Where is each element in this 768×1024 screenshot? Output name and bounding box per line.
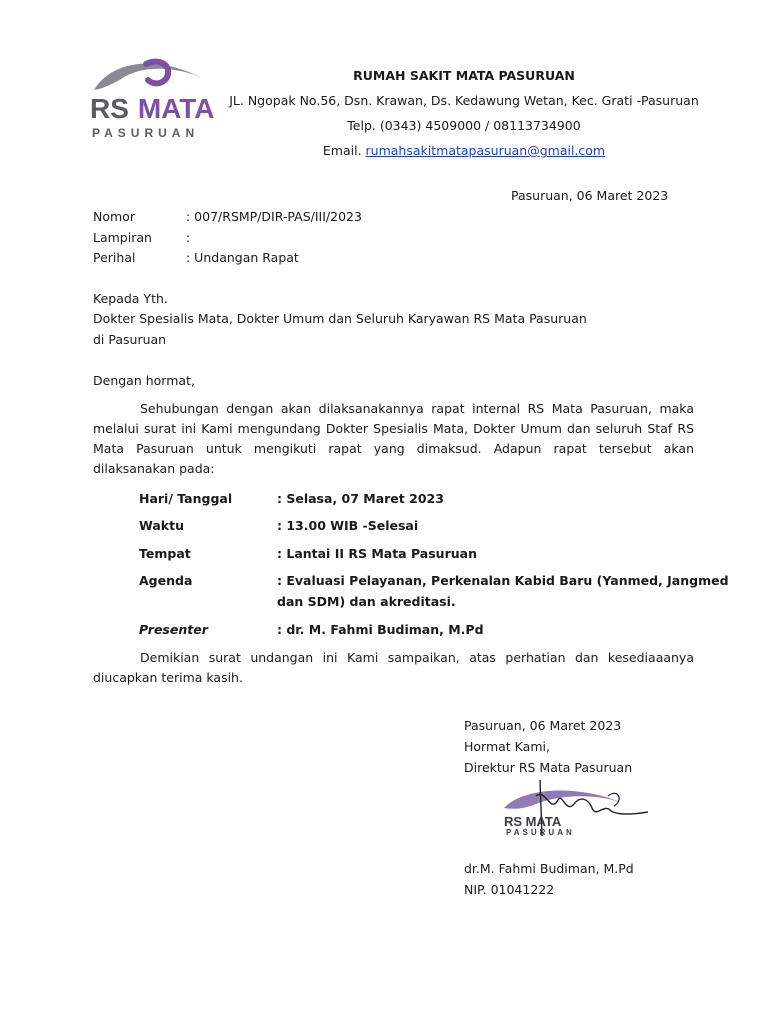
email-link[interactable]: rumahsakitmatapasuruan@gmail.com	[365, 143, 606, 158]
meta-label-lampiran: Lampiran	[93, 230, 152, 245]
detail-value-presenter: : dr. M. Fahmi Budiman, M.Pd	[277, 622, 484, 637]
recipient-line-3: di Pasuruan	[93, 332, 167, 347]
eye-swoosh-logo-icon	[88, 56, 218, 96]
body-paragraph: Sehubungan dengan akan dilaksanakannya rapat internal RS Mata Pasuruan, maka melalui surat ini Kami mengundang Dokter Spesialis Mata, Dokter Umum dan seluruh Staf RS Mata Pasuruan untuk mengikuti rapat yang dimaksud. Adapun rapat tersebut akan dilaksanakan pada:	[93, 401, 694, 476]
institution-name: RUMAH SAKIT MATA PASURUAN	[353, 68, 575, 83]
stamp-text-top: RS MATA	[504, 814, 562, 829]
detail-value-time: : 13.00 WIB -Selesai	[277, 518, 419, 533]
detail-label-date: Hari/ Tanggal	[139, 491, 233, 506]
institution-phone: Telp. (0343) 4509000 / 08113734900	[347, 118, 581, 133]
meta-value-lampiran: :	[186, 230, 191, 245]
signature-date: Pasuruan, 06 Maret 2023	[464, 718, 622, 733]
logo-subtitle: PASURUAN	[92, 126, 200, 140]
detail-value-date: : Selasa, 07 Maret 2023	[277, 491, 444, 506]
logo-word-mata: MATA	[137, 93, 215, 124]
signatory-name: dr.M. Fahmi Budiman, M.Pd	[464, 861, 634, 876]
signature-position: Direktur RS Mata Pasuruan	[464, 760, 633, 775]
meta-value-nomor: : 007/RSMP/DIR-PAS/III/2023	[186, 209, 362, 224]
institution-address: JL. Ngopak No.56, Dsn. Krawan, Ds. Kedawung Wetan, Kec. Grati -Pasuruan	[229, 93, 699, 108]
hospital-logo	[88, 56, 218, 142]
email-label: Email.	[322, 143, 362, 158]
meta-label-perihal: Perihal	[93, 250, 136, 265]
recipient-line-1: Kepada Yth.	[93, 291, 168, 306]
detail-label-time: Waktu	[139, 518, 184, 533]
letter-date: Pasuruan, 06 Maret 2023	[511, 188, 669, 203]
detail-label-agenda: Agenda	[139, 573, 193, 588]
detail-value-agenda-cont: dan SDM) dan akreditasi.	[277, 594, 456, 609]
detail-value-agenda: : Evaluasi Pelayanan, Perkenalan Kabid Baru (Yanmed, Jangmed	[277, 573, 729, 588]
institution-email	[218, 143, 710, 158]
logo-word-rs: RS	[90, 93, 129, 124]
meta-label-nomor: Nomor	[93, 209, 135, 224]
detail-label-presenter: Presenter	[139, 622, 208, 637]
detail-value-place: : Lantai II RS Mata Pasuruan	[277, 546, 477, 561]
signature-stamp	[496, 774, 656, 844]
signatory-nip: NIP. 01041222	[464, 882, 555, 897]
closing-paragraph: Demikian surat undangan ini Kami sampaikan, atas perhatian dan kesediaaanya diucapkan terima kasih.	[93, 650, 694, 685]
detail-label-place: Tempat	[139, 546, 191, 561]
recipient-line-2: Dokter Spesialis Mata, Dokter Umum dan Seluruh Karyawan RS Mata Pasuruan	[93, 311, 587, 326]
meta-value-perihal: : Undangan Rapat	[186, 250, 299, 265]
stamp-text-bottom: PASURUAN	[506, 828, 575, 837]
signature-salutation: Hormat Kami,	[464, 739, 550, 754]
greeting: Dengan hormat,	[93, 373, 195, 388]
